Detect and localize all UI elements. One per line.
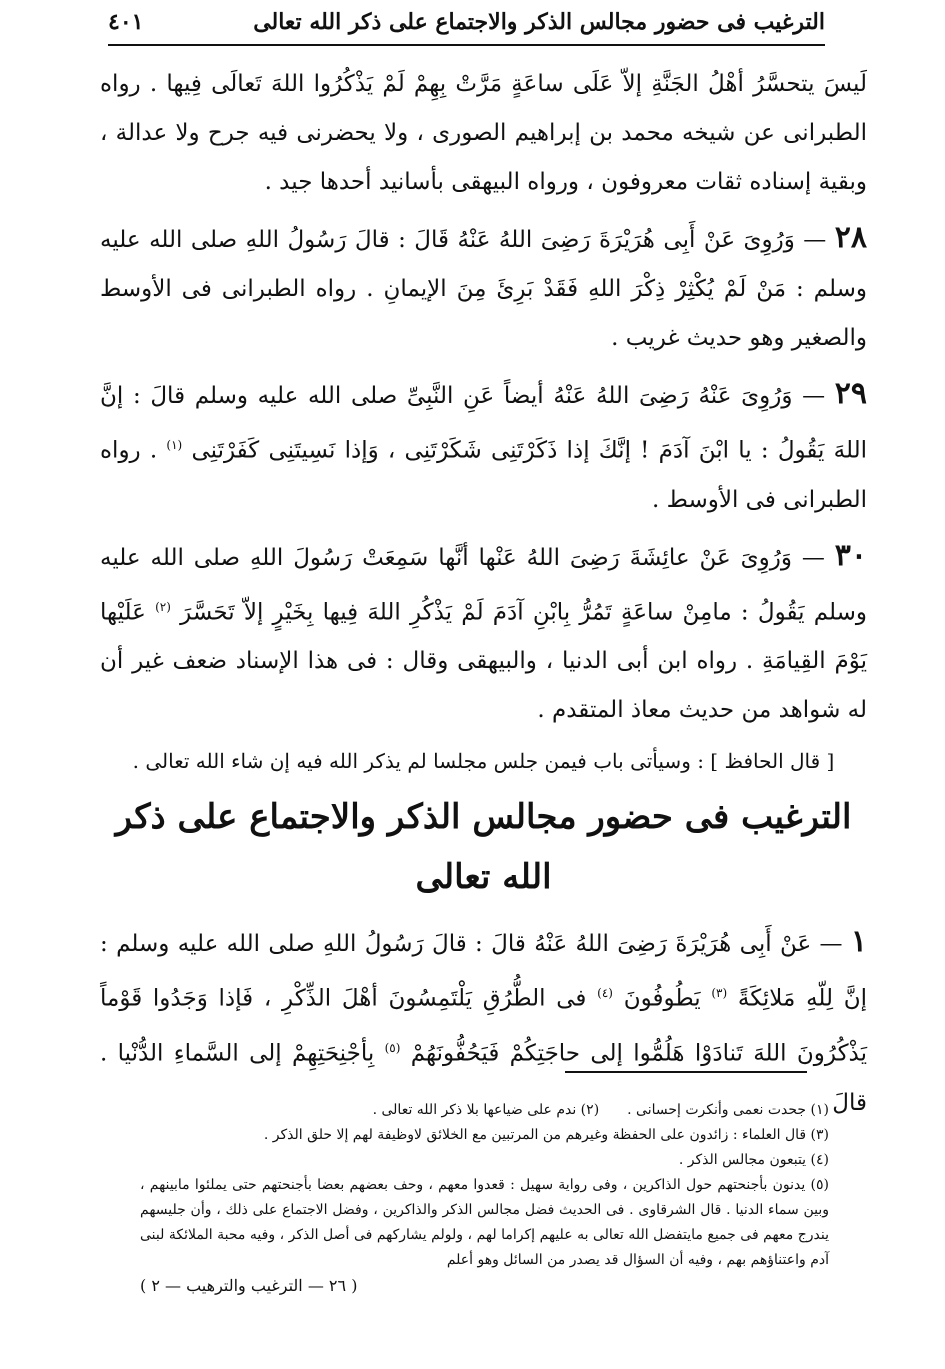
page-number: ٤٠١ [108, 9, 144, 35]
paragraph-1: لَيسَ يتحسَّرُ أهْلُ الجَنَّةِ إلاّ عَلَى ساعَةٍ مَرَّتْ بِهِمْ لَمْ يَذْكُرُوا اللهَ تَعالَى فِيها . رواه الطبرانى عن شيخه محمد بن إبراهيم الصورى ، ولا يحضرنى فيه جرح ولا عدالة ، وبقية إسناده ثقات معروفون ، ورواه البيهقى بأسانيد أحدها جيد . [100, 71, 867, 195]
section-title: الترغيب فى حضور مجالس الذكر والاجتماع على ذكر الله تعالى [115, 797, 852, 898]
footnote-ref-4: (٤) [597, 986, 613, 1001]
paragraph-29 [100, 369, 867, 525]
footnote-4: (٤) يتبعون مجالس الذكر . [678, 1152, 829, 1168]
footnote-1: (١) جحدت نعمى وأنكرت إحسانى . [627, 1102, 829, 1118]
footnote-ref-5: (٥) [384, 1040, 401, 1055]
hadith-text-1d: بِأجْنِحَتِهِمْ إلى السَّماءِ الدُّنْيا . قالَ [100, 1040, 867, 1116]
footnotes [140, 1098, 829, 1298]
hadith-text-1c: فى الطُّرُقِ يَلْتَمِسُونَ أهْلَ الذِّكْرِ ، فَإذا وَجَدُوا قَوْماً يَذْكُرُونَ اللهَ تَنادَوْا هَلُمُّوا إلى حاجَتِكُمْ فَيَحُفُّونَهُمْ [100, 985, 867, 1067]
hadith-text-29: — وَرُوِىَ عَنْهُ رَضِىَ اللهُ عَنْهُ أيضاً عَنِ النَّبِىِّ صلى الله عليه وسلم قالَ : إنَّ اللهَ يَقُولُ : يا ابْنَ آدَمَ ! إنَّكَ إذا ذَكَرْتَنِى شَكَرْتَنِى ، وَإذا نَسِيتَنِى كَفَرْتَنِى [100, 383, 868, 464]
paragraph-30 [100, 531, 867, 736]
footnote-divider [565, 1071, 807, 1073]
hadith-number-28: ٢٨ [834, 220, 868, 255]
main-text [100, 60, 867, 1134]
hadith-text-30a: — وَرُوِىَ عَنْ عائِشَةَ رَضِىَ اللهُ عَنْها أنَّها سَمِعَتْ رَسُولَ اللهِ صلى الله عليه وسلم يَقُولُ : مامِنْ ساعَةٍ تَمُرُّ بِابْنِ آدَمَ لَمْ يَذْكُرِ اللهَ فِيها بِخَيْرٍ إلاّ تَحَسَّرَ [100, 544, 868, 626]
hadith-source-29: . رواه الطبرانى فى الأوسط . [100, 437, 867, 513]
footnote-ref-2: (٢) [155, 599, 171, 614]
signature-line: ( ٢٦ — الترغيب والترهيب — ٢ ) [140, 1276, 358, 1295]
running-header [108, 4, 825, 40]
footnote-row-1-2 [140, 1098, 829, 1123]
paragraph-28 [100, 213, 867, 363]
footnote-2: (٢) ندم على ضياعها بلا ذكر الله تعالى . [372, 1102, 600, 1118]
hafiz-note: [ قال الحافظ ] : وسيأتى باب فيمن جلس مجلسا لم يذكر الله فيه إن شاء الله تعالى . [132, 749, 835, 774]
footnote-5: (٥) يدنون بأجنحتهم حول الذاكرين ، وفى رواية سهيل : قعدوا معهم ، وحف بعضهم بعضا بأجنحتهم حتى يملئوا مابينهم ، وبين سماء الدنيا . قال الشرقاوى . فى الحديث فضل مجالس الذكر والذاكرين ، وفضل الاجتماع على ذلك ، وأن جليسهم يندرج معهم فى جميع مايتفضل الله تعالى به عليهم إكراما لهم ، ولولم يشاركهم فى أصل الذكر ، وفيه محبة الملائكة لبنى آدم واعتناؤهم بهم ، وفيه أن السؤال قد يصدر من السائل وهو أعلم [140, 1177, 829, 1268]
hadith-text-30b: عَلَيْها يَوْمَ القِيامَةِ . رواه ابن أبى الدنيا ، والبيهقى وقال : فى هذا الإسناد ضعف غير أن له شواهد من حديث معاذ المتقدم . [100, 599, 867, 724]
footnote-ref-1: (١) [166, 438, 183, 452]
hadith-text-1a: — عَنْ أَبِى هُرَيْرَةَ رَضِىَ اللهُ عَنْهُ قالَ : قالَ رَسُولُ اللهِ صلى الله عليه وسلم : إنَّ لِلّهِ مَلائِكَةً [100, 931, 868, 1012]
paragraph-1-section [100, 917, 867, 1127]
footnote-3: (٣) قال العلماء : زائدون على الحفظة وغيرهم من المرتبين مع الخلائق لاوظيفة لهم إلا حلق الذكر . [263, 1127, 829, 1143]
hadith-text-1b: يَطُوفُونَ [623, 985, 701, 1012]
hadith-number-1: ١ [850, 924, 867, 960]
running-title: الترغيب فى حضور مجالس الذكر والاجتماع على ذكر الله تعالى [253, 9, 825, 35]
hadith-number-30: ٣٠ [834, 537, 867, 573]
hadith-number-29: ٢٩ [834, 376, 868, 411]
header-divider [108, 44, 825, 46]
hadith-text-28: — وَرُوِىَ عَنْ أَبِى هُرَيْرَةَ رَضِىَ اللهُ عَنْهُ قَالَ : قالَ رَسُولُ اللهِ صلى الله عليه وسلم : مَنْ لَمْ يُكْثِرْ ذِكْرَ اللهِ فَقَدْ بَرِئَ مِنَ الإيمانِ . رواه الطبرانى فى الأوسط والصغير وهو حديث غريب . [100, 227, 867, 351]
footnote-ref-3: (٣) [711, 986, 728, 1001]
